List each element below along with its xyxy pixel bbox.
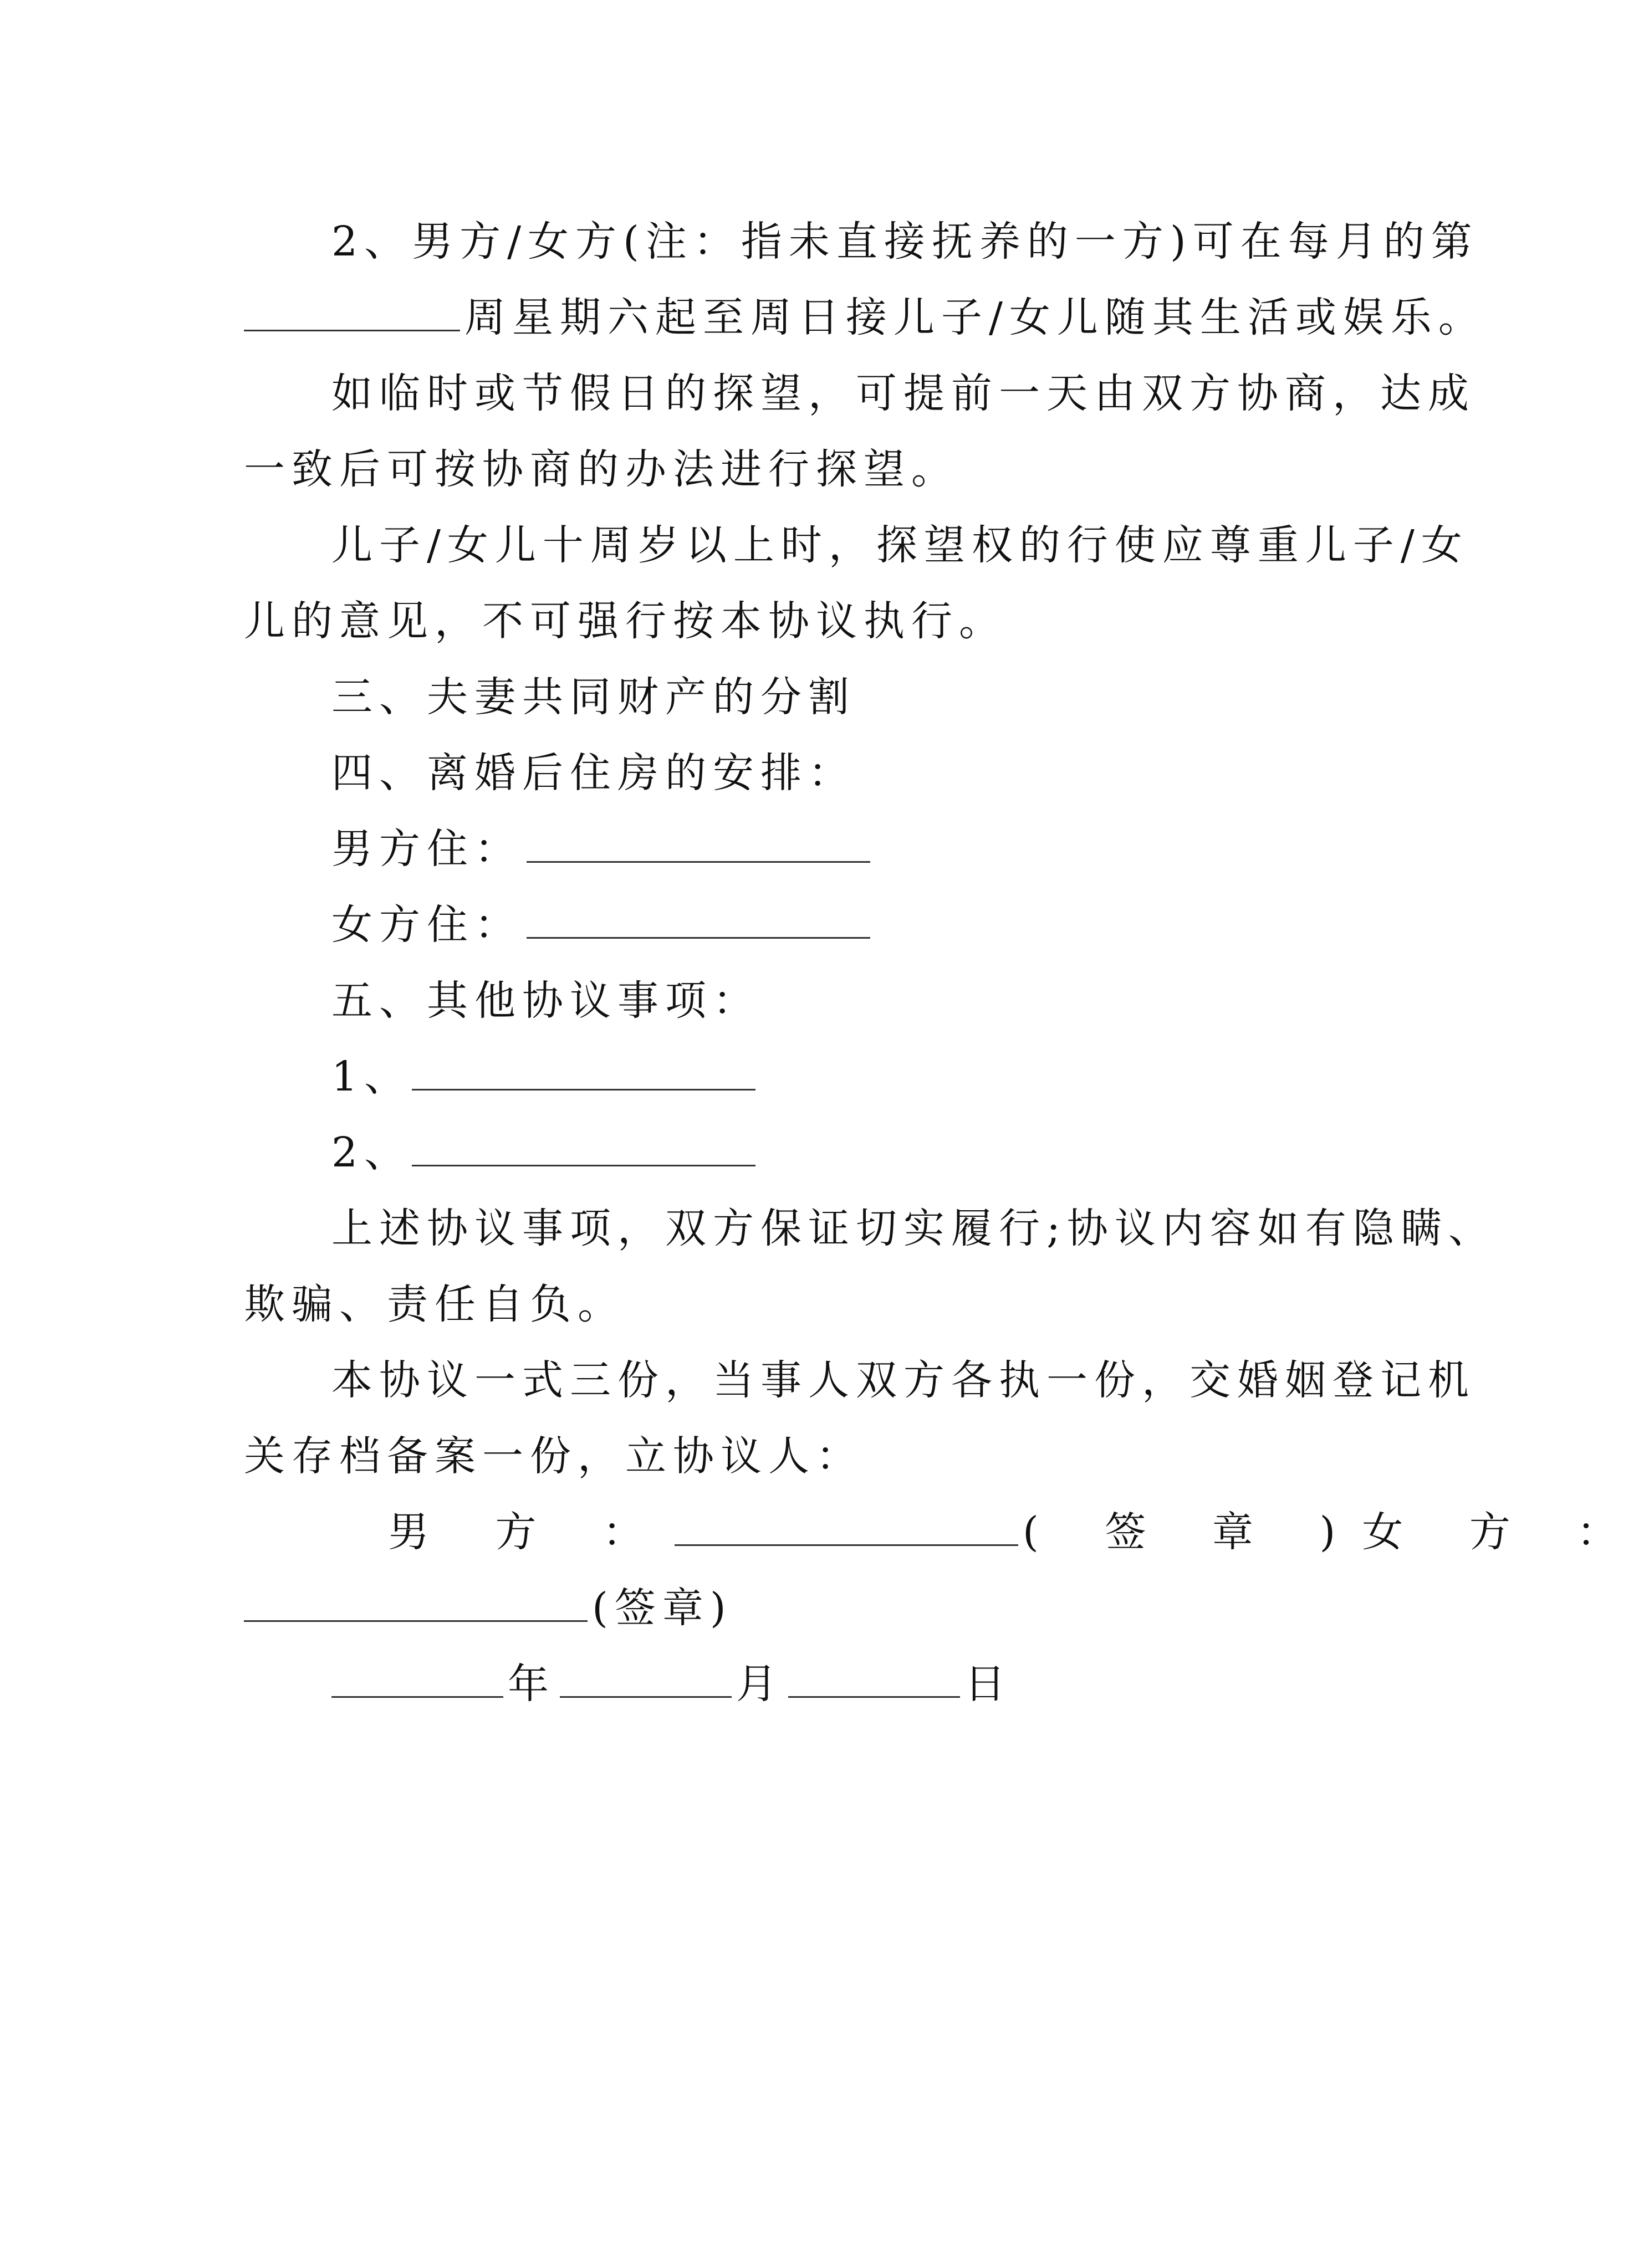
holiday-text: 如临时或节假日的探望，可提前一天由双方协商，达成 bbox=[331, 370, 1475, 417]
section-housing-text: 四、离婚后住房的安排： bbox=[331, 749, 856, 797]
age-text: 儿子/女儿十周岁以上时，探望权的行使应尊重儿子/女 bbox=[331, 521, 1469, 569]
section-other-heading bbox=[244, 963, 1364, 1039]
female-residence-row bbox=[244, 887, 1364, 963]
other-item-2-row bbox=[244, 1115, 1364, 1191]
other-item-1-label: 1、 bbox=[331, 1053, 412, 1100]
female-signature-label: 女 方 ： bbox=[1362, 1508, 1644, 1556]
age-paragraph-line-2 bbox=[244, 583, 1364, 659]
age-text: 儿的意见，不可强行按本协议执行。 bbox=[244, 597, 1007, 645]
visitation-paragraph-line-2 bbox=[244, 280, 1486, 356]
day-label: 日 bbox=[964, 1660, 1012, 1708]
female-seal-label: (签章) bbox=[592, 1584, 733, 1632]
year-blank[interactable] bbox=[331, 1661, 503, 1698]
guarantee-paragraph-line-2 bbox=[244, 1267, 1364, 1343]
section-other-text: 五、其他协议事项： bbox=[331, 977, 760, 1025]
visitation-paragraph-line-1 bbox=[244, 204, 1479, 280]
guarantee-paragraph-line-1 bbox=[244, 1191, 1496, 1267]
female-signature-blank[interactable] bbox=[244, 1585, 588, 1622]
copies-text: 关存档备案一份，立协议人： bbox=[244, 1432, 864, 1480]
female-residence-blank[interactable] bbox=[527, 902, 870, 939]
date-row bbox=[244, 1646, 1364, 1722]
signature-row bbox=[244, 1494, 1644, 1570]
year-label: 年 bbox=[508, 1660, 555, 1708]
month-blank[interactable] bbox=[560, 1661, 732, 1698]
guarantee-text: 欺骗、责任自负。 bbox=[244, 1281, 625, 1328]
male-residence-label: 男方住： bbox=[331, 825, 522, 873]
female-residence-label: 女方住： bbox=[331, 901, 522, 949]
copies-paragraph-line-2 bbox=[244, 1419, 1364, 1494]
copies-paragraph-line-1 bbox=[244, 1343, 1475, 1419]
female-signature-row bbox=[244, 1570, 1364, 1646]
male-residence-row bbox=[244, 811, 1364, 887]
other-item-2-blank[interactable] bbox=[412, 1129, 755, 1166]
holiday-text: 一致后可按协商的办法进行探望。 bbox=[244, 446, 959, 493]
month-label: 月 bbox=[736, 1660, 784, 1708]
week-number-blank[interactable] bbox=[244, 294, 460, 331]
other-item-1-row bbox=[244, 1039, 1364, 1115]
male-signature-blank[interactable] bbox=[675, 1509, 1018, 1546]
male-residence-blank[interactable] bbox=[527, 826, 870, 863]
section-property-heading bbox=[244, 659, 1364, 735]
holiday-paragraph-line-1 bbox=[244, 356, 1475, 432]
visitation-text: 2、男方/女方(注：指未直接抚养的一方)可在每月的第 bbox=[331, 218, 1479, 265]
male-seal-label: ( 签 章 ) bbox=[1023, 1508, 1362, 1556]
section-housing-heading bbox=[244, 735, 1364, 811]
visitation-text: 周星期六起至周日接儿子/女儿随其生活或娱乐。 bbox=[464, 294, 1486, 341]
male-signature-label: 男 方 ： bbox=[388, 1508, 671, 1556]
holiday-paragraph-line-2 bbox=[244, 432, 1364, 508]
section-property-text: 三、夫妻共同财产的分割 bbox=[331, 673, 856, 721]
day-blank[interactable] bbox=[788, 1661, 960, 1698]
age-paragraph-line-1 bbox=[244, 508, 1469, 583]
other-item-1-blank[interactable] bbox=[412, 1053, 755, 1091]
copies-text: 本协议一式三份，当事人双方各执一份，交婚姻登记机 bbox=[331, 1356, 1475, 1404]
other-item-2-label: 2、 bbox=[331, 1129, 412, 1176]
guarantee-text: 上述协议事项，双方保证切实履行;协议内容如有隐瞒、 bbox=[331, 1205, 1496, 1252]
